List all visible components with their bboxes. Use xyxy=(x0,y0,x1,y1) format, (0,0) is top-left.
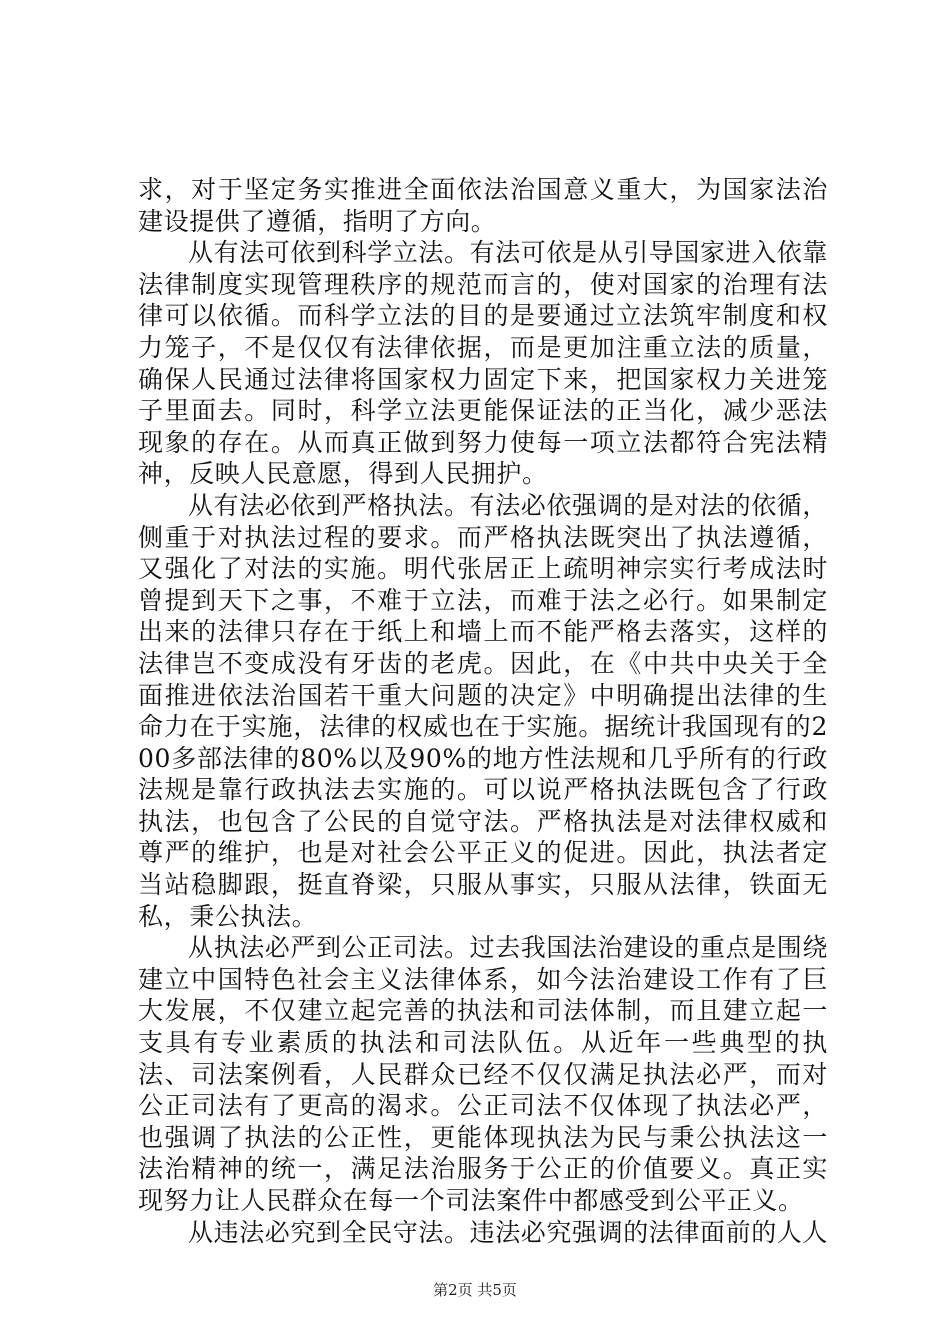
paragraph-fair-justice: 从执法必严到公正司法。过去我国法治建设的重点是围绕建立中国特色社会主义法律体系，如今法治建设工作有了巨大发展，不仅建立起完善的执法和司法体制，而且建立起一支具有专业素质的执法和司法队伍。从近年一些典型的执法、司法案例看，人民群众已经不仅仅满足执法必严，而对公正司法有了更高的渴求。公正司法不仅体现了执法必严，也强调了执法的公正性，更能体现执法为民与秉公执法这一法治精神的统一，满足法治服务于公正的价值要义。真正实现努力让人民群众在每一个司法案件中都感受到公平正义。 xyxy=(138,933,829,1215)
paragraph-strict-enforcement: 从有法必依到严格执法。有法必依强调的是对法的依循，侧重于对执法过程的要求。而严格执法既突出了执法遵循，又强化了对法的实施。明代张居正上疏明神宗实行考成法时曾提到天下之事，不难于立法，而难于法之必行。如果制定出来的法律只存在于纸上和墙上而不能严格去落实，这样的法律岂不变成没有牙齿的老虎。因此，在《中共中央关于全面推进依法治国若干重大问题的决定》中明确提出法律的生命力在于实施，法律的权威也在于实施。据统计我国现有的200多部法律的80%以及90%的地方性法规和几乎所有的行政法规是靠行政执法去实施的。可以说严格执法既包含了行政执法，也包含了公民的自觉守法。严格执法是对法律权威和尊严的维护，也是对社会公平正义的促进。因此，执法者定当站稳脚跟，挺直脊梁，只服从事实，只服从法律，铁面无私，秉公执法。 xyxy=(138,490,829,931)
page-number: 第2页 共5页 xyxy=(433,1281,517,1299)
paragraph-universal-compliance: 从违法必究到全民守法。违法必究强调的法律面前的人人 xyxy=(188,1217,829,1247)
document-body xyxy=(138,174,828,1248)
paragraph-scientific-legislation: 从有法可依到科学立法。有法可依是从引导国家进入依靠法律制度实现管理秩序的规范而言的，使对国家的治理有法律可以依循。而科学立法的目的是要通过立法筑牢制度和权力笼子，不是仅仅有法律依据，而是更加注重立法的质量，确保人民通过法律将国家权力固定下来，把国家权力关进笼子里面去。同时，科学立法更能保证法的正当化，减少恶法现象的存在。从而真正做到努力使每一项立法都符合宪法精神，反映人民意愿，得到人民拥护。 xyxy=(138,238,829,489)
page-footer xyxy=(0,1280,950,1300)
paragraph-continuation: 求，对于坚定务实推进全面依法治国意义重大，为国家法治建设提供了遵循，指明了方向。 xyxy=(138,175,828,236)
